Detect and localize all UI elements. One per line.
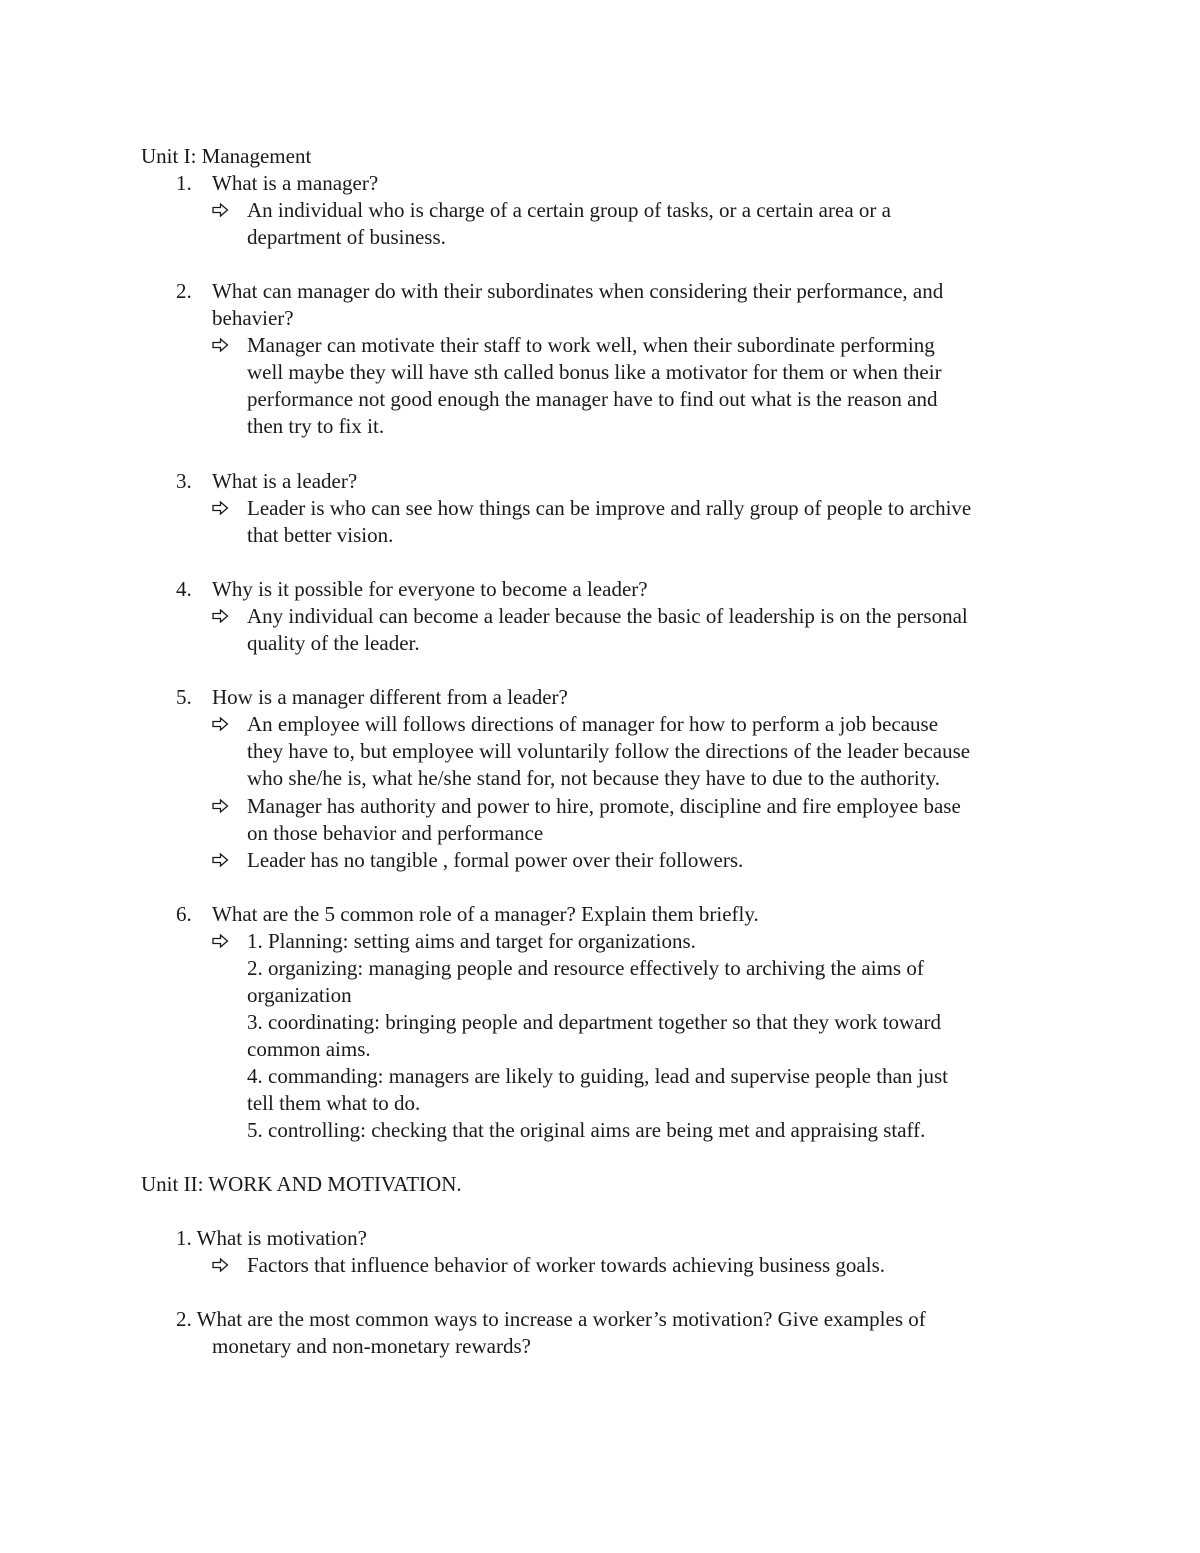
answer-line: on those behavior and performance (247, 821, 544, 845)
arrow-bullet-icon (212, 197, 234, 224)
answer-line: they have to, but employee will voluntarily follow the directions of the leader because (247, 739, 971, 763)
answer-line: Leader has no tangible , formal power over their followers. (247, 848, 744, 872)
arrow-bullet-icon (212, 603, 234, 630)
question-number: 3. (176, 469, 192, 493)
question-text: How is a manager different from a leader? (212, 685, 568, 709)
arrow-bullet-icon (212, 332, 234, 359)
unit-1-title: Unit I: Management (141, 144, 312, 168)
answer-line: An individual who is charge of a certain group of tasks, or a certain area or a (247, 198, 891, 222)
answer-line: 1. Planning: setting aims and target for organizations. (247, 929, 696, 953)
answer-line: then try to fix it. (247, 414, 385, 438)
answer-line: performance not good enough the manager have to find out what is the reason and (247, 387, 938, 411)
question-text: What is a manager? (212, 171, 379, 195)
answer-line: organization (247, 983, 352, 1007)
answer-line: 5. controlling: checking that the original aims are being met and appraising staff. (247, 1118, 926, 1142)
arrow-bullet-icon (212, 928, 234, 955)
answer-line: that better vision. (247, 523, 394, 547)
answer-line: Leader is who can see how things can be improve and rally group of people to archive (247, 496, 972, 520)
question-text: 2. What are the most common ways to increase a worker’s motivation? Give examples of (176, 1307, 926, 1331)
answer-line: department of business. (247, 225, 446, 249)
answer-line: 2. organizing: managing people and resource effectively to archiving the aims of (247, 956, 924, 980)
question-number: 5. (176, 685, 192, 709)
answer-line: Manager can motivate their staff to work well, when their subordinate performing (247, 333, 935, 357)
answer-line: Manager has authority and power to hire, promote, discipline and fire employee base (247, 794, 961, 818)
unit-2-title: Unit II: WORK AND MOTIVATION. (141, 1172, 462, 1196)
arrow-bullet-icon (212, 1252, 234, 1279)
question-text: 1. What is motivation? (176, 1226, 367, 1250)
answer-line: common aims. (247, 1037, 371, 1061)
answer-line: well maybe they will have sth called bonus like a motivator for them or when their (247, 360, 942, 384)
answer-line: tell them what to do. (247, 1091, 421, 1115)
answer-line: Any individual can become a leader because the basic of leadership is on the personal (247, 604, 968, 628)
question-number: 2. (176, 279, 192, 303)
question-number: 6. (176, 902, 192, 926)
arrow-bullet-icon (212, 793, 234, 820)
answer-line: An employee will follows directions of manager for how to perform a job because (247, 712, 939, 736)
question-text: What are the 5 common role of a manager? Explain them briefly. (212, 902, 759, 926)
question-number: 4. (176, 577, 192, 601)
answer-line: quality of the leader. (247, 631, 420, 655)
arrow-bullet-icon (212, 711, 234, 738)
question-text: Why is it possible for everyone to become a leader? (212, 577, 648, 601)
question-number: 1. (176, 171, 192, 195)
answer-line: 4. commanding: managers are likely to guiding, lead and supervise people than just (247, 1064, 948, 1088)
answer-line: Factors that influence behavior of worker towards achieving business goals. (247, 1253, 885, 1277)
question-text: monetary and non-monetary rewards? (212, 1334, 531, 1358)
question-text: What is a leader? (212, 469, 358, 493)
question-text: behavier? (212, 306, 294, 330)
question-text: What can manager do with their subordinates when considering their performance, and (212, 279, 944, 303)
answer-line: 3. coordinating: bringing people and department together so that they work toward (247, 1010, 941, 1034)
answer-line: who she/he is, what he/she stand for, not because they have to due to the authority. (247, 766, 940, 790)
arrow-bullet-icon (212, 495, 234, 522)
arrow-bullet-icon (212, 847, 234, 874)
